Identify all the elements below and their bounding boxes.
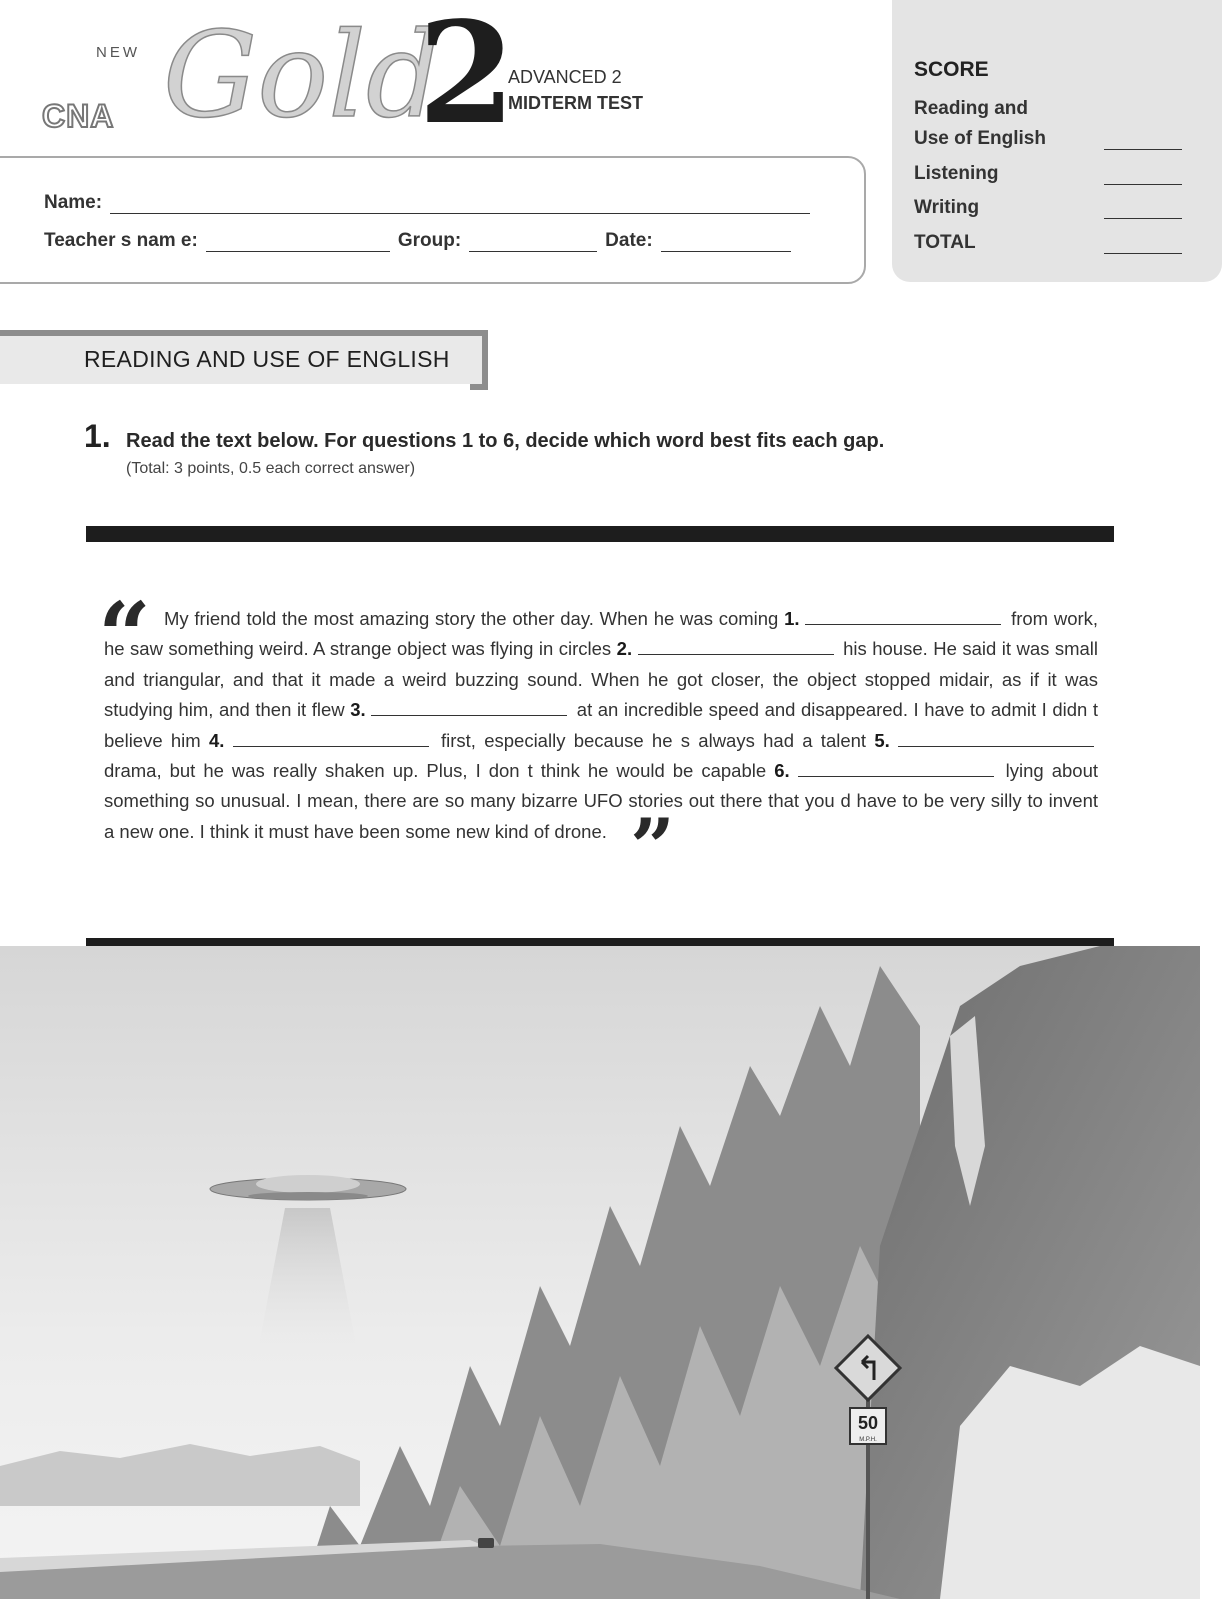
passage-text-1: My friend told the most amazing story the other day. When he was coming: [164, 608, 779, 629]
score-label-listening: Listening: [914, 163, 999, 184]
gap-1-blank[interactable]: [805, 606, 1001, 625]
date-label: Date:: [605, 230, 653, 251]
score-label-use-of-english: Use of English: [914, 128, 1046, 149]
speed-sign-number: 50: [857, 1413, 879, 1433]
question-number: 1.: [84, 418, 111, 454]
test-level-block: [508, 64, 643, 116]
reading-passage: My friend told the most amazing story the other day. When he was coming 1. from work, he saw something weird. A strange object was flying in circles 2. his house. He said it was small and triangular, and that it made a weird buzzing sound. When he got closer, the object stopped midair, as if it was studying him, and then it flew 3. at an incredible speed and disappeared. I have to admit I didn t believe him 4. first, especially because he s always had a talent 5. drama, but he was really shaken up. Plus, I don t think he would be capable 6. lying about something so unusual. I mean, there are so many bizarre UFO stories out there that you d have to be very silly to invent a new one. I think it must have been some new kind of drone. ”: [104, 608, 1099, 893]
gap-4-blank[interactable]: [233, 728, 429, 747]
top-divider: [86, 526, 1114, 542]
question-points: (Total: 3 points, 0.5 each correct answer): [126, 460, 416, 477]
score-blank-listening[interactable]: [1104, 184, 1182, 185]
section-tab-edge: [482, 330, 488, 390]
photo-illustration: [0, 946, 1200, 1599]
open-quote-icon: “: [98, 582, 151, 690]
gap-5-blank[interactable]: [898, 728, 1094, 747]
section-heading: [0, 330, 488, 384]
score-row-total: [914, 228, 1182, 258]
passage-text-2: from work, he saw something weird. A strange object was flying in circles: [104, 608, 1099, 660]
speed-sign-unit: M.P.H.: [859, 1437, 877, 1443]
gap-2-blank[interactable]: [638, 636, 834, 655]
score-row-listening: [914, 159, 1182, 189]
level-label: ADVANCED 2: [508, 67, 622, 87]
logo-new-text: NEW: [96, 44, 140, 61]
score-label-writing: Writing: [914, 197, 980, 218]
gap-number-3: 3.: [350, 699, 366, 721]
teacher-row: [44, 230, 799, 252]
teacher-label: Teacher s nam e:: [44, 230, 198, 251]
logo: [38, 0, 516, 164]
score-title: SCORE: [914, 58, 989, 81]
logo-gold-text: Gold: [163, 6, 442, 144]
gap-number-5: 5.: [874, 729, 890, 751]
score-blank-total[interactable]: [1104, 253, 1182, 254]
ufo-snow-road-photo: [0, 946, 1200, 1599]
score-row-writing: [914, 193, 1182, 223]
passage-text-6: drama, but he was really shaken up. Plus, I don t think he would be capable: [104, 760, 767, 782]
score-row-reading: [914, 94, 1182, 124]
group-label: Group:: [397, 230, 462, 251]
gap-number-4: 4.: [209, 729, 225, 751]
name-row: [44, 192, 818, 214]
gap-3-blank[interactable]: [371, 697, 567, 716]
score-label-reading: Reading and: [914, 98, 1029, 119]
name-field[interactable]: [110, 193, 810, 214]
question-instruction: Read the text below. For questions 1 to 6, decide which word best fits each gap.: [126, 430, 885, 452]
logo-cna-text: CNA: [42, 98, 115, 134]
group-field[interactable]: [469, 231, 597, 252]
test-name: MIDTERM TEST: [508, 93, 643, 113]
section-tab-foot: [470, 384, 488, 390]
gap-6-blank[interactable]: [798, 758, 994, 777]
name-label: Name:: [44, 192, 103, 213]
gap-number-6: 6.: [774, 760, 790, 782]
score-blank-reading[interactable]: [1104, 149, 1182, 150]
passage-text-4: at an incredible speed and disappeared. I have to admit I didn t believe him: [104, 699, 1099, 751]
score-blank-writing[interactable]: [1104, 218, 1182, 219]
teacher-field[interactable]: [206, 231, 390, 252]
score-label-total: TOTAL: [914, 232, 976, 253]
passage-text-7: lying about something so unusual. I mean, there are so many bizarre UFO stories out there that you d have to be very silly to invent a new one. I think it must have been some new kind of drone.: [104, 760, 1099, 842]
gap-number-1: 1.: [784, 608, 800, 629]
gap-number-2: 2.: [616, 638, 633, 660]
logo-number: 2: [418, 0, 516, 156]
date-field[interactable]: [661, 231, 791, 252]
passage-text-5: first, especially because he s always had a talent: [441, 729, 867, 751]
passage-text-3: his house. He said it was small and triangular, and that it made a weird buzzing sound. When he got closer, the object stopped midair, as if it was studying him, and then it flew: [104, 638, 1099, 721]
distant-mountains: [0, 1444, 360, 1506]
student-info-panel: [0, 156, 866, 284]
car: [478, 1538, 494, 1548]
score-row-use-of-english: [914, 124, 1182, 154]
section-heading-text: READING AND USE OF ENGLISH: [84, 346, 450, 372]
score-box: [892, 0, 1222, 282]
